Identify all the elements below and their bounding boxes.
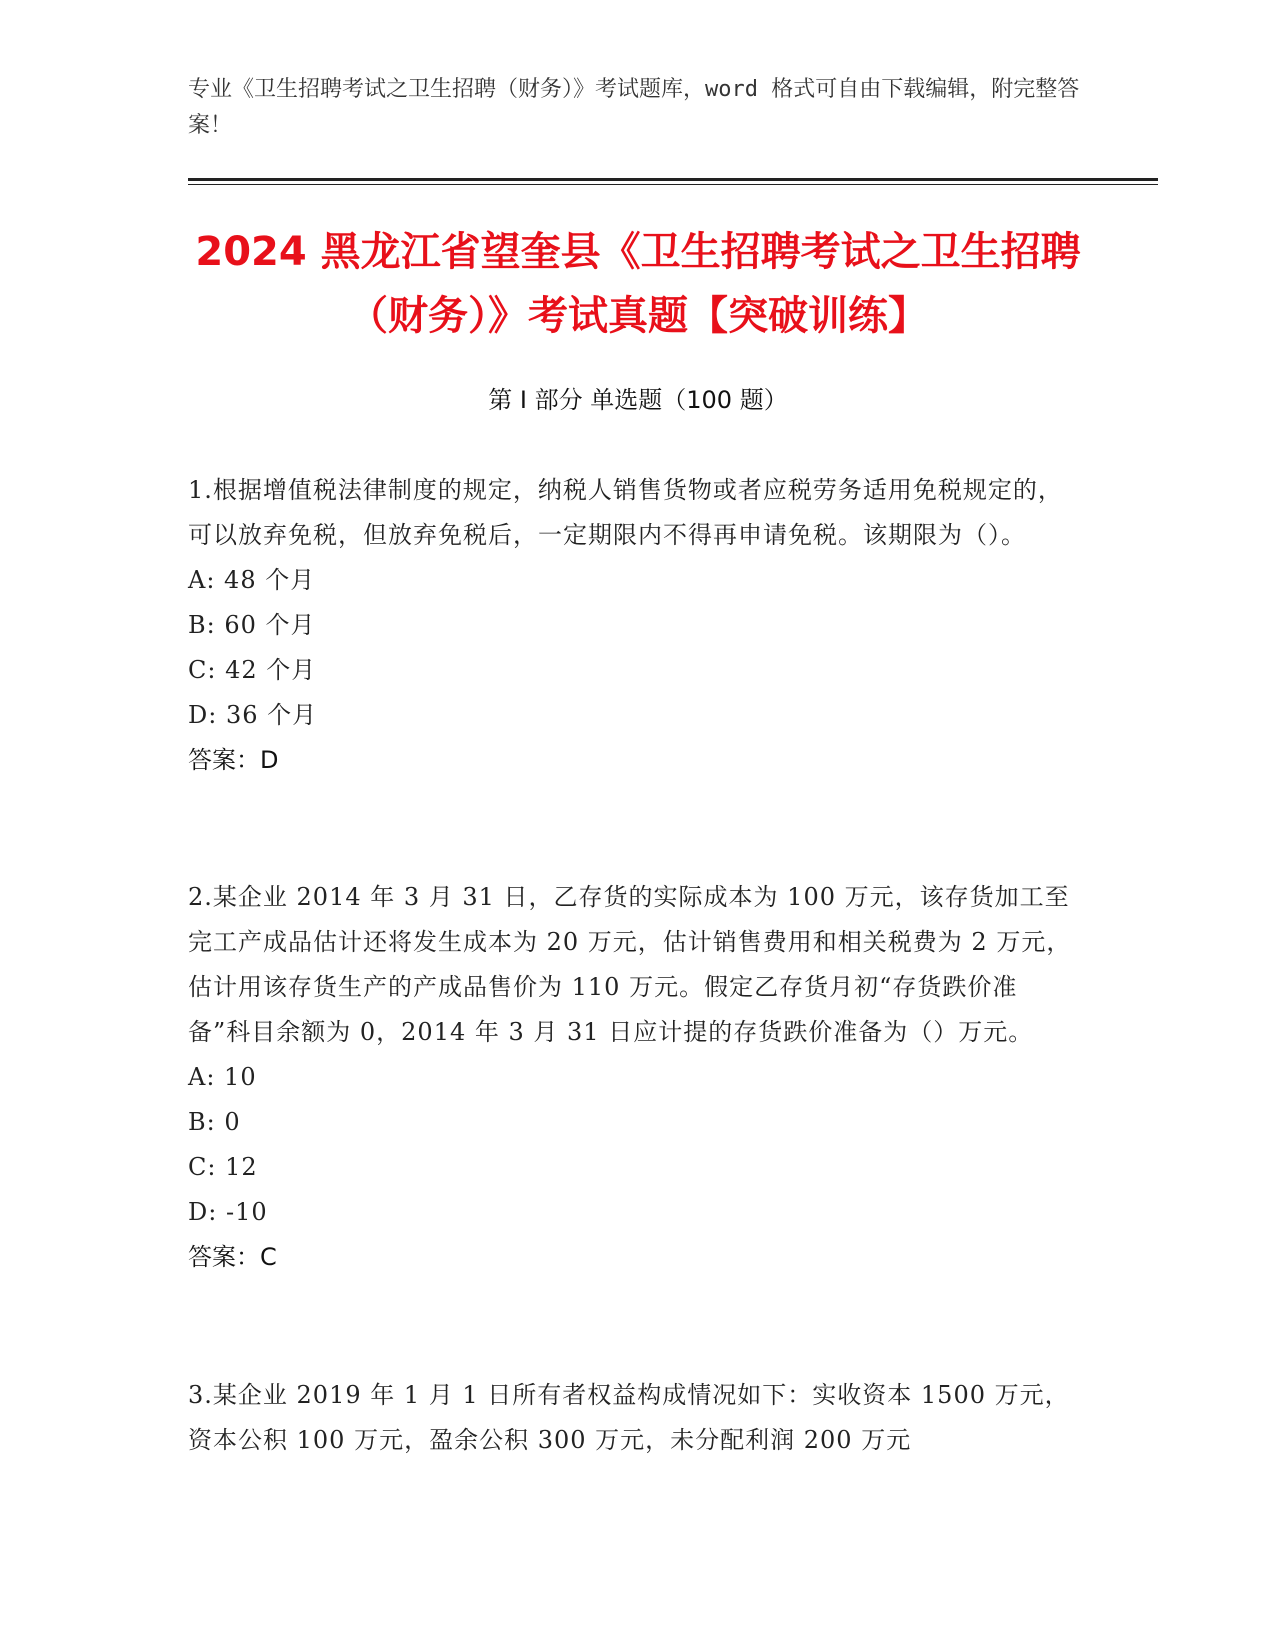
option-c: C: 42 个月 bbox=[188, 656, 317, 684]
option-a: A: 48 个月 bbox=[188, 566, 316, 594]
document-title: 2024 黑龙江省望奎县《卫生招聘考试之卫生招聘（财务）》考试真题【突破训练】 bbox=[195, 229, 1081, 339]
answer-label: 答案：D bbox=[188, 746, 279, 774]
option-a: A: 10 bbox=[188, 1063, 257, 1091]
option-d: D: -10 bbox=[188, 1198, 268, 1226]
option-d: D: 36 个月 bbox=[188, 701, 318, 729]
header-divider-thin bbox=[188, 184, 1158, 185]
question-3 bbox=[188, 1373, 1078, 1463]
question-text: 1.根据增值税法律制度的规定，纳税人销售货物或者应税劳务适用免税规定的，可以放弃免税，但放弃免税后，一定期限内不得再申请免税。该期限为（）。 bbox=[188, 476, 1063, 549]
question-1 bbox=[188, 468, 1078, 783]
option-b: B: 60 个月 bbox=[188, 611, 316, 639]
answer-label: 答案：C bbox=[188, 1243, 277, 1271]
question-text: 2.某企业 2014 年 3 月 31 日，乙存货的实际成本为 100 万元，该存货加工至完工产成品估计还将发生成本为 20 万元，估计销售费用和相关税费为 2 万元，估计用该存货生产的产成品售价为 110 万元。假定乙存货月初“存货跌价准备”科目余额为 0，2014 年 3 月 31 日应计提的存货跌价准备为（）万元。 bbox=[188, 883, 1072, 1046]
header-note: 专业《卫生招聘考试之卫生招聘（财务）》考试题库，word 格式可自由下载编辑，附完整答案！ bbox=[188, 77, 1080, 138]
header-divider-thick bbox=[188, 178, 1158, 181]
option-c: C: 12 bbox=[188, 1153, 258, 1181]
section-title: 第 I 部分 单选题（100 题） bbox=[488, 386, 788, 414]
question-text: 3.某企业 2019 年 1 月 1 日所有者权益构成情况如下：实收资本 1500 万元，资本公积 100 万元，盈余公积 300 万元，未分配利润 200 万元 bbox=[188, 1381, 1070, 1454]
option-b: B: 0 bbox=[188, 1108, 241, 1136]
question-2 bbox=[188, 875, 1078, 1280]
